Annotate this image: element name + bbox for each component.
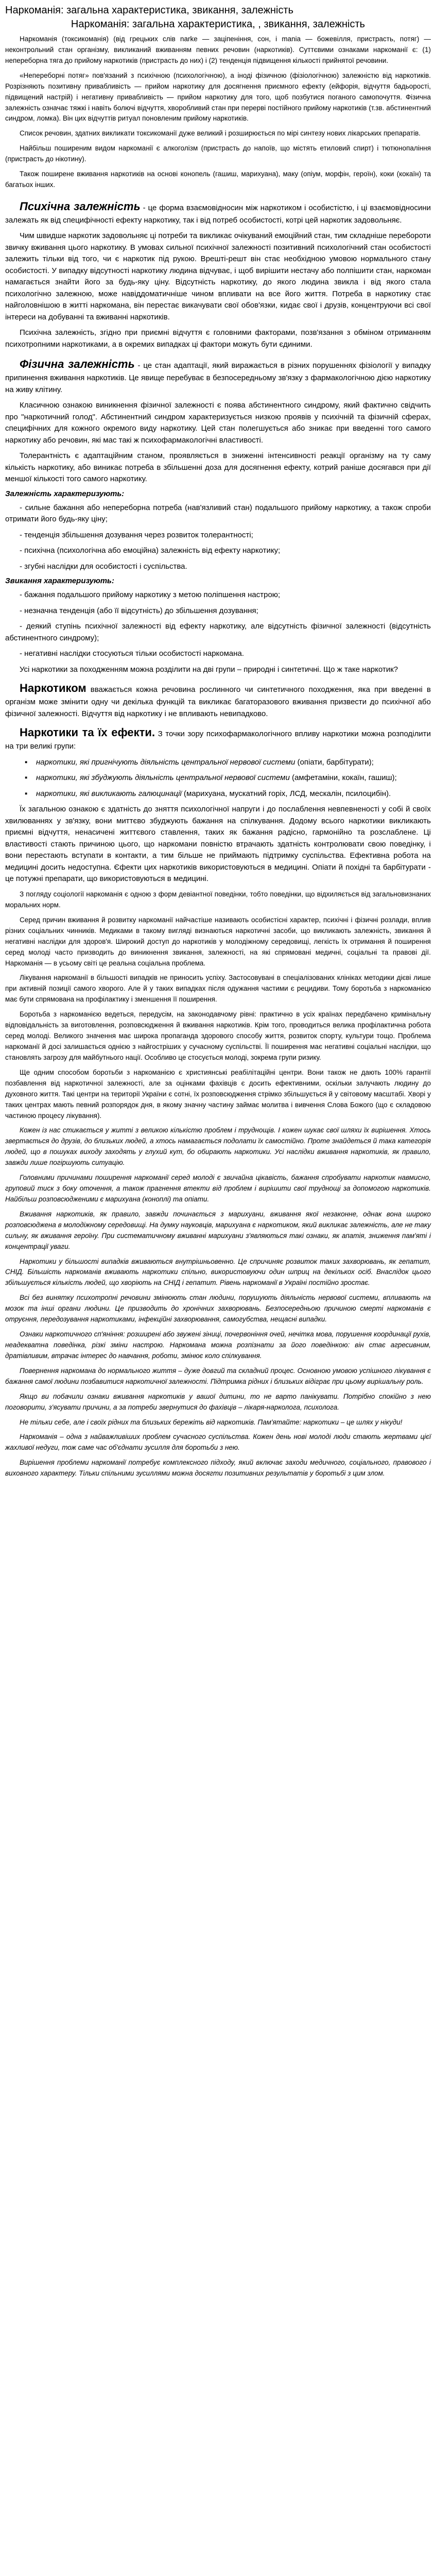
effects-paragraph: Серед причин вживання й розвитку наркоманії найчастіше називають особистісні характер, психічні і фізичні розлади, вплив різних соціальних чинників. Медиками в такому вигляді визнаються наркотичні засоби, що викликають залежність, звикання й негативні наслідки для здоров'я. Широкий доступ до наркотиків у молодіжному середовищі, легкість їх отримання й поширення серед молоді часто призводить до виникнення звикання, залежності, на які спрямовані медичні, соціальні та правові дії. Наркоманія — в усьому світі це реальна соціальна проблема. xyxy=(5,916,431,967)
effects-list xyxy=(5,757,431,800)
psych-paragraph-2: Чим швидше наркотик задовольняє ці потреби та викликає очікуваний емоційний стан, тим складніше перебороти звичку вживання цього наркотику. В умовах сильної психічної залежності позитивний психологічний стан особистості залежить тільки від того, чи є наркотик під рукою. Врешті-решт він стає необхідною умовою нормального стану особистості. У випадку відсутності наркотику людина відчуває, і щоб вирішити нестачу або полпішити стан, наркоман намагається знайти його за будь-яку ціну. Відсутність наркотику, до якого людина звикла і від якого стала психологічно залежною, може навіддоматичніше чином впливати на все його життя. Потреба в наркотику стає найголовнішою в житті наркомана, він перестає викачувати свої обов'язки, кидає свої і друзів, концентруючи всі свої інтереси на добуванні та вживанні наркотиків. xyxy=(5,231,431,321)
effects-item-lead: наркотики, які збуджують діяльність центральної нервової системи xyxy=(36,773,290,783)
effects-paragraph: Лікування наркоманії в більшості випадків не приносить успіху. Застосовувані в спеціалізованих клініках методики дієві лише при активній позиції самого хворого. Але й у таких випадках після одужання частими є рецидиви. Тому боротьба з наркоманією має бути спрямована на профілактику і зменшення її поширення. xyxy=(5,974,431,1004)
effects-paragraph: З погляду соціології наркоманія є одною з форм девіантної поведінки, тобто поведінки, що відхиляється від загальновизнаних моральних норм. xyxy=(5,890,431,909)
doc-title: Наркоманія: загальна характеристика, звикання, залежність xyxy=(5,5,294,16)
effects-item xyxy=(36,788,431,800)
story-paragraph: Головними причинами поширення наркоманії серед молоді є звичайна цікавість, бажання спробувати наркотик навмисно, груповий тиск з боку оточення, а також прагнення втекти від проблем і вирішити свої труднощі за допомогою наркотиків. Найбільш розповсюдженими є марихуана (коноплі) та опіати. xyxy=(5,1174,431,1203)
habituation-closing: Усі наркотики за походженням можна розділити на дві групи – природні і синтетичні. Що ж таке наркотик? xyxy=(20,665,398,674)
story-paragraph: Всі без винятку психотропні речовини змінюють стан людини, порушують діяльність нервової системи, впливають на мозок та інші органи людини. Це призводить до хронічних захворювань. Безпосередньою причиною смерті наркоманів є отруєння, передозування наркотиками, інфекційні захворювання, самогубства, нещасні випадки. xyxy=(5,1294,431,1324)
phys-paragraph-3: Толерантність є адаптаційним станом, проявляється в зниженні інтенсивності реакції організму на ту саму кількість наркотику, або виникає потреба в збільшенні доза для досягнення ефекту, котрий раніше досягався при дії меншої кількості того самого наркотику. xyxy=(5,451,431,484)
intro-paragraph: Найбільш поширеним видом наркоманії є алкоголізм (пристрасть до напоїв, що містять етиловий спирт) і тютюнопаління (пристрасть до нікотину). xyxy=(5,144,431,163)
psych-paragraph-3: Психічна залежність, згідно при приємні відчуття є головними факторами, позв'язання з обміном отриманням психотропними наркотиками, а в окремих випадках ці фактори можуть бути єдиними. xyxy=(5,328,431,349)
intro-paragraph: Також поширене вживання наркотиків на основі конопель (гашиш, марихуана), маку (опіум, морфін, героїн), коки (кокаїн) та багатьох інших. xyxy=(5,170,431,189)
story-paragraph: Не тільки себе, але і своїх рідних та близьких бережіть від наркотиків. Пам'ятайте: наркотики – це шлях у нікуди! xyxy=(20,1418,403,1426)
effects-item xyxy=(36,757,431,769)
narcotic-definition xyxy=(5,680,431,720)
story-paragraph: Наркотики у більшості випадків вживаються внутрішньовенно. Це спричиняє розвиток таких захворювань, як гепатит, СНІД. Більшість наркоманів вживають наркотики спільно, використовуючи один шприц на декількох осіб. Внаслідок цього збільшується кількість людей, що хворіють на СНІД і гепатит. Рівень наркоманії в Україні постійно зростає. xyxy=(5,1257,431,1287)
intro-paragraph: Список речовин, здатних викликати токсикоманії дуже великий і розширюється по мірі синтезу нових лікарських препаратів. xyxy=(20,129,421,138)
phys-paragraph-2: Класичною ознакою виникнення фізичної залежності є поява абстинентного синдрому, який фактично свідчить про "наркотичний голод". Абстинентний синдром характеризується низкою проявів у психічній та фізичній сферах, специфічних для кожного окремого виду наркотику. Цей стан полегшується або зникає при введенні того самого наркотику або речовин, які мас такі ж психофармакологічні властивості. xyxy=(5,401,431,445)
effects-paragraph: Ще одним способом боротьби з наркоманією є християнські реабілітаційні центри. Вони також не дають 100% гарантії позбавлення від наркотичної залежності, але за оцінками фахівців є досить ефективними, оскільки залучають людину до духовного життя. Такі центри на території України є сотні, їх розповсюдження стрімко збільшується й у світовому масштабі. Хворі у таких центрах мають певний розпорядок дня, в якому значну частину займає молитва і вивчення Слова Божого (що є складовою частиною процесу лікування). xyxy=(5,1068,431,1120)
narcotic-text: вважається кожна речовина рослинного чи синтетичного походження, яка при введенні в організм може змінити одну чи декілька функцій та викликає багаторазового вживання призвести до психічної або фізичної залежності. Відчуття від наркотику і не впливають невипадково. xyxy=(5,685,431,718)
psych-paragraph xyxy=(5,198,431,227)
psych-heading: Психічна залежність xyxy=(20,199,141,213)
story-paragraph: Якщо ви побачили ознаки вживання наркотиків у вашої дитини, то не варто панікувати. Потрібно спокійно з нею поговорити, з'ясувати причини, а за потреби звернутися до фахівців – лікаря-нарколога, психолога. xyxy=(5,1392,431,1411)
phys-paragraph xyxy=(5,355,431,396)
effects-item-rest: (опіати, барбітурати); xyxy=(295,757,374,767)
effects-item xyxy=(36,772,431,784)
story-paragraph: Вживання наркотиків, як правило, завжди починається з марихуани, вживання якої незаконне, однак вона широко розповсюджена в молодіжному середовищі. На думку науковців, марихуана є наркотиком, який викликає залежність, але не таку сильну, як вживання героїну. При систематичному вживанні марихуани з'являються такі ознаки, як апатія, зниження пам'яті і концентрації уваги. xyxy=(5,1210,431,1250)
effects-heading: Наркотики та їх ефекти. xyxy=(20,726,155,739)
effects-paragraph: Боротьба з наркоманією ведеться, передусім, на законодавчому рівні: практично в усіх країнах передбачено кримінальну відповідальність за виготовлення, розповсюдження й вживання наркотиків. Крім того, проводиться велика профілактична робота серед молоді. Великого значення має широка пропаганда здорового способу життя, розвиток спорту, культури тощо. Проблема наркоманії й досі залишається однією з найгостріших у сучасному суспільстві. Її поширення має негативні соціальні наслідки, що становлять загрозу для майбутнього нації. Особливо це стосується молоді, зокрема групи ризику. xyxy=(5,1010,431,1061)
effects-item-rest: (марихуана, мускатний горіх, ЛСД, мескалін, псилоцибін). xyxy=(181,789,391,798)
story-paragraph: Наркоманія – одна з найважливіших проблем сучасного суспільства. Кожен день нові молоді люди стають жертвами цієї жахливої недуги, тож саме час об'єднати зусилля для боротьби з нею. xyxy=(5,1433,431,1452)
dependence-item: - сильне бажання або непереборна потреба (нав'язливий стан) подальшого прийому наркотику, а також спроби отримати його будь-яку ціну; xyxy=(5,503,431,524)
effects-item-lead: наркотики, які пригнічують діяльність центральної нервової системи xyxy=(36,757,295,767)
doc-subtitle: Наркоманія: загальна характеристика, , звикання, залежність xyxy=(71,19,365,30)
dependence-item: - психічна (психологічна або емоційна) залежність від ефекту наркотику; xyxy=(20,546,281,555)
dependence-item: - згубні наслідки для особистості і суспільства. xyxy=(20,562,187,571)
effects-intro xyxy=(5,724,431,753)
psych-text: - це форма взаємовідносин між наркотиком і особистістю, і ці взаємовідносини залежать як від специфічності ефекту наркотику, так і від потреб особистості, котрі цей наркотик задовольняє. xyxy=(5,203,431,225)
dependence-item: - тенденція збільшення дозування через розвиток толерантності; xyxy=(20,530,253,539)
intro-paragraph: «Непереборні потяг» пов'язаний з психічною (психологічною), а іноді фізичною (фізіологічною) залежністю від наркотиків. Розрізняють позитивну привабливість — прийом наркотику для досягнення приємного ефекту (ейфорія, відчуття бадьорості, підвищений настрій) і негативну привабливість — прийом наркотику для того, щоб позбутися поганого самопочуття. Фізична залежність означає тяжкі і навіть болючі відчуття, хворобливий стан при перерві постійного прийому наркотиків (т.зв. абстинентний синдром, ломка). Він цих відчуттів ритуал поновленим прийому наркотиків. xyxy=(5,71,431,123)
intro-paragraph: Наркоманія (токсикоманія) (від грецьких слів narke — заціпеніння, сон, і mania — божевілля, пристрасть, потяг) — неконтрольний стан організму, викликаний вживанням певних речовин (наркотиків). Суттєвими ознаками наркоманії є: (1) непереборна тяга до прийому наркотиків (пристрасть до них) і (2) тенденція підвищення кількості прийнятої речовини. xyxy=(5,35,431,64)
story-paragraph: Ознаки наркотичного сп'яніння: розширені або звужені зіниці, почервоніння очей, нечітка мова, порушення координації рухів, неадекватна поведінка, різкі зміни настрою. Наркомана можна розпізнати за його поведінкою: він стає агресивним, дратівливим, втрачає інтерес до навчання, роботи, змінює коло спілкування. xyxy=(5,1330,431,1360)
habituation-item: - бажання подальшого прийому наркотику з метою поліпшення настрою; xyxy=(20,590,281,600)
habituation-item: - деякий ступінь психічної залежності від ефекту наркотику, але відсутність фізичної залежності (відсутність абстинентного синдрому); xyxy=(5,622,431,642)
dependence-heading: Залежність характеризують: xyxy=(5,489,125,498)
story-paragraph: Повернення наркомана до нормального життя – дуже довгий та складний процес. Основною умовою успішного лікування є бажання самої людини позбавитися наркотичної залежності. Підтримка рідних і близьких відіграє при цьому вирішальну роль. xyxy=(5,1366,431,1385)
habituation-item: - негативні наслідки стосуються тільки особистості наркомана. xyxy=(20,649,245,658)
effects-item-rest: (амфетаміни, кокаїн, гашиш); xyxy=(289,773,397,783)
narcotic-heading: Наркотиком xyxy=(20,682,86,695)
phys-text: - це стан адаптації, який виражається в різних порушеннях фізіології у випадку припинення вживання наркотиків. Це явище перебуває в безпосередньому зв'язку з фармакологічною дією наркотику на живу клітину. xyxy=(5,361,431,394)
story-paragraph: Кожен із нас стикається у житті з великою кількістю проблем і труднощів. І кожен шукає свої шляхи їх вирішення. Хтось звертається до друзів, до близьких людей, а хтось намагається подолати їх самостійно. Проте знайдеться й така категорія людей, що в пошуках виходу заходять у глухий кут, бо обирають наркотики. Усі наслідки вживання наркотиків, як правило, завжди лише погіршують ситуацію. xyxy=(5,1126,431,1167)
story-paragraph: Вирішення проблеми наркоманії потребує комплексного підходу, який включає заходи медичного, соціального, правового і виховного характеру. Тільки спільними зусиллями можна досягти позитивних результатів у боротьбі з цим злом. xyxy=(5,1459,431,1478)
story-section xyxy=(5,1125,431,1479)
effects-heading-rest: З точки зору психофармакологічного впливу наркотики можна розподілити на три великі групи: xyxy=(5,730,431,751)
habituation-heading: Звикання характеризують: xyxy=(5,577,114,586)
habituation-item: - незначна тенденція (або її відсутність) до збільшення дозування; xyxy=(20,606,258,615)
effects-item-lead: наркотики, які викликають галюцинації xyxy=(36,789,182,798)
effects-paragraph: Їх загальною ознакою є здатність до зняття психологічної напруги і до послаблення невпевненості у собі й своїх хвилюваннях у зв'язку, вони миттєво збуджують бажання на спілкування. Додому всього наркотики викликають приємні відчуття, ненасичені життєвого ставлення, таких як бажання радісно, гармонійно та розслаблене. Ці властивості стають причиною цього, що наркомани повністю втрачають здатність контролювати свою поведінку, і вони перестають вступати в контакти, а тим більше не приймають підтримку суспільства. Ефективна робота на медицині досить недоступна. Єфекти цих наркотиків використовуються в медицині. Опіати й похідні та барбітурати - це потужні препарати, що використовуються в медицині. xyxy=(5,805,431,884)
phys-heading: Фізична залежність xyxy=(20,358,135,371)
